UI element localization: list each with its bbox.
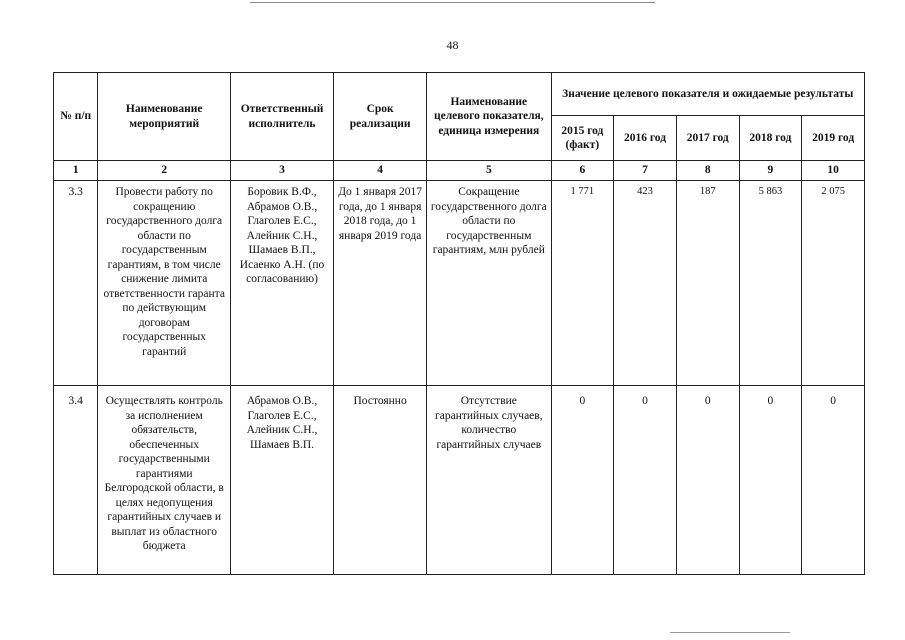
row-value-2019: 2 075 <box>802 181 865 386</box>
column-number: 9 <box>739 161 802 181</box>
header-executor: Ответственный исполнитель <box>230 73 333 161</box>
row-indicator: Отсутствие гарантийных случаев, количество гарантийных случаев <box>427 386 551 575</box>
header-value-group: Значение целевого показателя и ожидаемые результаты <box>551 73 865 116</box>
row-indicator: Сокращение государственного долга области по государственным гарантиям, млн рублей <box>427 181 551 386</box>
header-indicator: Наименование целевого показателя, единица измерения <box>427 73 551 161</box>
top-rule <box>250 2 655 3</box>
header-deadline: Срок реализации <box>334 73 427 161</box>
row-value-2018: 5 863 <box>739 181 802 386</box>
page-number: 48 <box>446 38 459 52</box>
column-number: 3 <box>230 161 333 181</box>
target-indicators-table <box>53 72 865 575</box>
table-row <box>54 386 865 575</box>
column-number: 10 <box>802 161 865 181</box>
row-deadline: Постоянно <box>334 386 427 575</box>
column-number: 2 <box>98 161 230 181</box>
header-year-2015: 2015 год (факт) <box>551 116 614 161</box>
row-value-2018: 0 <box>739 386 802 575</box>
row-executor: Абрамов О.В., Глаголев Е.С., Алейник С.Н., Шамаев В.П. <box>230 386 333 575</box>
column-number-row <box>54 161 865 181</box>
bottom-rule <box>670 632 790 633</box>
header-num: № п/п <box>54 73 98 161</box>
row-value-2015: 1 771 <box>551 181 614 386</box>
row-value-2017: 187 <box>676 181 739 386</box>
header-year-2017: 2017 год <box>676 116 739 161</box>
row-value-2019: 0 <box>802 386 865 575</box>
row-executor: Боровик В.Ф., Абрамов О.В., Глаголев Е.С., Алейник С.Н., Шамаев В.П., Исаенко А.Н. (по согласованию) <box>230 181 333 386</box>
row-num: 3.4 <box>54 386 98 575</box>
row-value-2016: 0 <box>614 386 677 575</box>
row-value-2015: 0 <box>551 386 614 575</box>
row-event: Осуществлять контроль за исполнением обязательств, обеспеченных государственными гарантиями Белгородской области, в целях недопущения гарантийных случаев и выплат из областного бюджета <box>98 386 230 575</box>
column-number: 6 <box>551 161 614 181</box>
column-number: 7 <box>614 161 677 181</box>
table-row <box>54 181 865 386</box>
row-event: Провести работу по сокращению государственного долга области по государственным гарантиям, в том числе снижение лимита ответственности гаранта по действующим договорам государственных гарантий <box>98 181 230 386</box>
header-event: Наименование мероприятий <box>98 73 230 161</box>
row-value-2017: 0 <box>676 386 739 575</box>
header-year-2018: 2018 год <box>739 116 802 161</box>
header-year-2019: 2019 год <box>802 116 865 161</box>
header-year-2016: 2016 год <box>614 116 677 161</box>
column-number: 4 <box>334 161 427 181</box>
row-deadline: До 1 января 2017 года, до 1 января 2018 года, до 1 января 2019 года <box>334 181 427 386</box>
column-number: 1 <box>54 161 98 181</box>
row-num: 3.3 <box>54 181 98 386</box>
row-value-2016: 423 <box>614 181 677 386</box>
column-number: 5 <box>427 161 551 181</box>
column-number: 8 <box>676 161 739 181</box>
